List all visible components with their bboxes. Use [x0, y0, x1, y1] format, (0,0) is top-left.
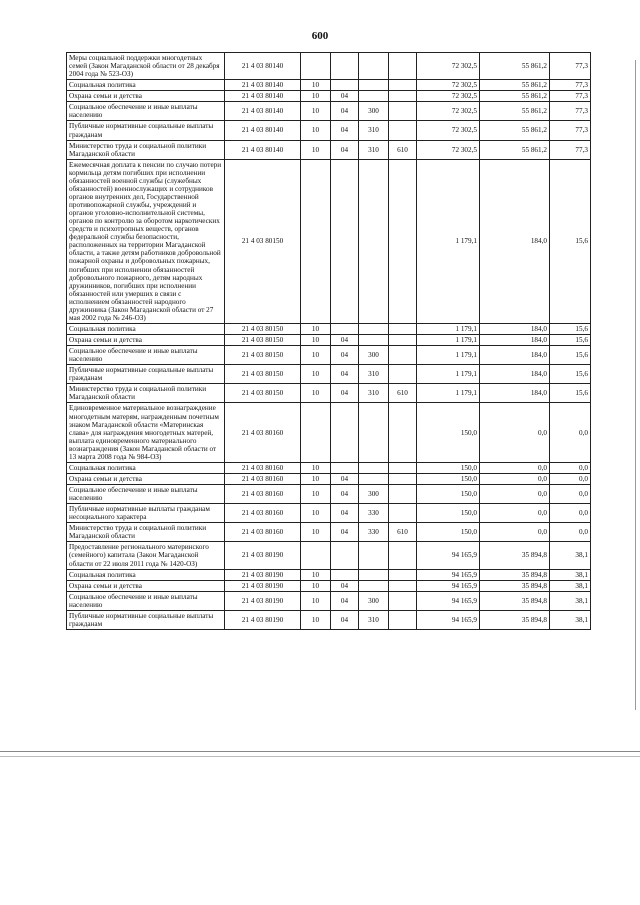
cell-sub: 04 — [331, 346, 359, 365]
cell-sec: 10 — [301, 335, 331, 346]
cell-sec — [301, 53, 331, 80]
table-row — [67, 462, 591, 473]
cell-name: Министерство труда и социальной политики Магаданской области — [67, 384, 225, 403]
cell-code: 21 4 03 80160 — [225, 462, 301, 473]
cell-sub — [331, 569, 359, 580]
cell-pct: 0,0 — [550, 523, 591, 542]
cell-fact: 55 861,2 — [480, 53, 550, 80]
cell-fact: 184,0 — [480, 323, 550, 334]
cell-type — [359, 80, 389, 91]
cell-plan: 1 179,1 — [417, 384, 480, 403]
cell-gov — [389, 323, 417, 334]
cell-plan: 72 302,5 — [417, 102, 480, 121]
cell-pct: 77,3 — [550, 121, 591, 140]
cell-type — [359, 403, 389, 462]
cell-sec: 10 — [301, 323, 331, 334]
cell-type: 300 — [359, 485, 389, 504]
cell-type — [359, 53, 389, 80]
table-row — [67, 569, 591, 580]
cell-code: 21 4 03 80190 — [225, 569, 301, 580]
cell-plan: 94 165,9 — [417, 580, 480, 591]
budget-table — [66, 52, 591, 630]
cell-gov — [389, 569, 417, 580]
cell-sub: 04 — [331, 473, 359, 484]
cell-name: Социальное обеспечение и иные выплаты населению — [67, 485, 225, 504]
cell-name: Охрана семьи и детства — [67, 473, 225, 484]
cell-plan: 94 165,9 — [417, 591, 480, 610]
cell-gov: 610 — [389, 140, 417, 159]
cell-name: Ежемесячная доплата к пенсии по случаю потери кормильца детям погибших при исполнении обязанностей военной службы (служебных обязанностей) военнослужащих и сотрудников органов внутренних дел, Государственной противопожарной службы, учреждений и органов уголовно-исполнительной системы, органов по контролю за оборотом наркотических средств и психотропных веществ, органов федеральной службы безопасности, расположенных на территории Магаданской области, а также детям работников добровольной пожарной охраны и добровольных пожарных, погибших при исполнении обязанностей добровольного пожарного, детям народных дружинников, погибших при исполнении обязанностей или умерших в связи с исполнением обязанностей народного дружинника (Закон Магаданской области от 27 мая 2002 года № 246-ОЗ) — [67, 159, 225, 323]
cell-pct: 38,1 — [550, 542, 591, 569]
cell-plan: 1 179,1 — [417, 365, 480, 384]
cell-type: 330 — [359, 523, 389, 542]
cell-sub: 04 — [331, 140, 359, 159]
cell-pct: 0,0 — [550, 504, 591, 523]
cell-sec — [301, 542, 331, 569]
cell-name: Министерство труда и социальной политики Магаданской области — [67, 523, 225, 542]
cell-type: 300 — [359, 102, 389, 121]
cell-plan: 72 302,5 — [417, 53, 480, 80]
cell-sub — [331, 542, 359, 569]
cell-plan: 72 302,5 — [417, 91, 480, 102]
cell-gov — [389, 485, 417, 504]
cell-name: Социальная политика — [67, 569, 225, 580]
cell-plan: 1 179,1 — [417, 159, 480, 323]
cell-code: 21 4 03 80140 — [225, 102, 301, 121]
cell-sec: 10 — [301, 473, 331, 484]
cell-code: 21 4 03 80150 — [225, 346, 301, 365]
cell-type: 310 — [359, 610, 389, 629]
cell-sec: 10 — [301, 91, 331, 102]
cell-name: Публичные нормативные социальные выплаты гражданам — [67, 365, 225, 384]
cell-sub — [331, 462, 359, 473]
cell-gov — [389, 80, 417, 91]
cell-plan: 94 165,9 — [417, 610, 480, 629]
cell-code: 21 4 03 80140 — [225, 53, 301, 80]
cell-type: 310 — [359, 384, 389, 403]
cell-pct: 15,6 — [550, 323, 591, 334]
cell-sub: 04 — [331, 91, 359, 102]
cell-type — [359, 473, 389, 484]
cell-type: 310 — [359, 121, 389, 140]
cell-code: 21 4 03 80190 — [225, 610, 301, 629]
cell-name: Социальная политика — [67, 462, 225, 473]
cell-sec: 10 — [301, 80, 331, 91]
cell-sub: 04 — [331, 485, 359, 504]
cell-name: Единовременное материальное вознаграждение многодетным матерям, награжденным почетным знаком Магаданской области «Материнская слава» для награждения многодетных матерей, выплата единовременного материального вознаграждения (Закон Магаданской области от 13 марта 2008 года № 984-ОЗ) — [67, 403, 225, 462]
cell-name: Социальная политика — [67, 80, 225, 91]
cell-gov — [389, 580, 417, 591]
cell-sec: 10 — [301, 346, 331, 365]
cell-type — [359, 335, 389, 346]
cell-sub: 04 — [331, 523, 359, 542]
page-number: 600 — [311, 30, 329, 42]
cell-code: 21 4 03 80160 — [225, 403, 301, 462]
cell-pct: 77,3 — [550, 91, 591, 102]
cell-sub: 04 — [331, 121, 359, 140]
cell-sub: 04 — [331, 365, 359, 384]
table-row — [67, 485, 591, 504]
table-row — [67, 53, 591, 80]
cell-code: 21 4 03 80160 — [225, 523, 301, 542]
cell-plan: 150,0 — [417, 403, 480, 462]
cell-fact: 55 861,2 — [480, 80, 550, 91]
cell-pct: 77,3 — [550, 102, 591, 121]
cell-code: 21 4 03 80140 — [225, 80, 301, 91]
cell-pct: 0,0 — [550, 403, 591, 462]
table-row — [67, 140, 591, 159]
cell-gov — [389, 346, 417, 365]
cell-name: Социальное обеспечение и иные выплаты населению — [67, 102, 225, 121]
cell-sec: 10 — [301, 523, 331, 542]
cell-pct: 77,3 — [550, 140, 591, 159]
cell-gov — [389, 121, 417, 140]
cell-plan: 1 179,1 — [417, 323, 480, 334]
cell-pct: 0,0 — [550, 473, 591, 484]
cell-gov — [389, 335, 417, 346]
table-row — [67, 403, 591, 462]
edge-mark — [635, 60, 636, 710]
cell-type — [359, 580, 389, 591]
cell-fact: 35 894,8 — [480, 591, 550, 610]
cell-gov — [389, 504, 417, 523]
cell-plan: 150,0 — [417, 504, 480, 523]
cell-pct: 38,1 — [550, 610, 591, 629]
cell-code: 21 4 03 80190 — [225, 542, 301, 569]
cell-name: Публичные нормативные социальные выплаты гражданам — [67, 610, 225, 629]
cell-sub: 04 — [331, 580, 359, 591]
table-row — [67, 121, 591, 140]
cell-gov — [389, 91, 417, 102]
cell-sub — [331, 159, 359, 323]
cell-plan: 94 165,9 — [417, 542, 480, 569]
table-body — [67, 53, 591, 630]
cell-name: Социальное обеспечение и иные выплаты населению — [67, 346, 225, 365]
cell-gov — [389, 610, 417, 629]
cell-code: 21 4 03 80150 — [225, 365, 301, 384]
cell-plan: 150,0 — [417, 473, 480, 484]
cell-gov — [389, 102, 417, 121]
cell-fact: 35 894,8 — [480, 580, 550, 591]
cell-pct: 77,3 — [550, 53, 591, 80]
cell-type: 310 — [359, 365, 389, 384]
cell-pct: 15,6 — [550, 159, 591, 323]
cell-name: Предоставление регионального материнского (семейного) капитала (Закон Магаданской области от 22 июля 2011 года № 1420-ОЗ) — [67, 542, 225, 569]
cell-gov — [389, 462, 417, 473]
cell-gov — [389, 473, 417, 484]
cell-sec: 10 — [301, 384, 331, 403]
cell-sub: 04 — [331, 591, 359, 610]
table-row — [67, 91, 591, 102]
table-row — [67, 102, 591, 121]
cell-fact: 0,0 — [480, 473, 550, 484]
cell-pct: 0,0 — [550, 485, 591, 504]
cell-pct: 15,6 — [550, 335, 591, 346]
table-row — [67, 504, 591, 523]
table-row — [67, 610, 591, 629]
cell-pct: 0,0 — [550, 462, 591, 473]
cell-code: 21 4 03 80140 — [225, 121, 301, 140]
cell-pct: 15,6 — [550, 346, 591, 365]
cell-sub — [331, 323, 359, 334]
cell-gov: 610 — [389, 523, 417, 542]
cell-gov — [389, 542, 417, 569]
cell-fact: 184,0 — [480, 384, 550, 403]
cell-type: 300 — [359, 346, 389, 365]
cell-gov: 610 — [389, 384, 417, 403]
cell-type — [359, 542, 389, 569]
cell-plan: 94 165,9 — [417, 569, 480, 580]
cell-fact: 0,0 — [480, 485, 550, 504]
cell-fact: 184,0 — [480, 159, 550, 323]
cell-name: Охрана семьи и детства — [67, 335, 225, 346]
table-row — [67, 542, 591, 569]
cell-type — [359, 91, 389, 102]
cell-pct: 77,3 — [550, 80, 591, 91]
table-row — [67, 346, 591, 365]
cell-pct: 38,1 — [550, 569, 591, 580]
cell-sec: 10 — [301, 462, 331, 473]
cell-plan: 72 302,5 — [417, 140, 480, 159]
cell-name: Министерство труда и социальной политики Магаданской области — [67, 140, 225, 159]
cell-type — [359, 323, 389, 334]
cell-code: 21 4 03 80190 — [225, 591, 301, 610]
cell-name: Охрана семьи и детства — [67, 580, 225, 591]
cell-type: 300 — [359, 591, 389, 610]
cell-fact: 0,0 — [480, 462, 550, 473]
bottom-rule-secondary — [0, 756, 640, 757]
cell-sub — [331, 53, 359, 80]
cell-fact: 184,0 — [480, 346, 550, 365]
cell-plan: 72 302,5 — [417, 80, 480, 91]
table-row — [67, 335, 591, 346]
cell-pct: 38,1 — [550, 580, 591, 591]
cell-sec — [301, 403, 331, 462]
cell-code: 21 4 03 80160 — [225, 485, 301, 504]
cell-fact: 184,0 — [480, 365, 550, 384]
cell-pct: 15,6 — [550, 384, 591, 403]
cell-type — [359, 462, 389, 473]
cell-fact: 35 894,8 — [480, 542, 550, 569]
cell-code: 21 4 03 80150 — [225, 323, 301, 334]
cell-sub: 04 — [331, 102, 359, 121]
cell-plan: 150,0 — [417, 462, 480, 473]
cell-code: 21 4 03 80160 — [225, 473, 301, 484]
cell-gov — [389, 591, 417, 610]
cell-code: 21 4 03 80150 — [225, 335, 301, 346]
cell-sec: 10 — [301, 591, 331, 610]
cell-code: 21 4 03 80140 — [225, 140, 301, 159]
cell-code: 21 4 03 80150 — [225, 159, 301, 323]
cell-name: Социальная политика — [67, 323, 225, 334]
cell-plan: 72 302,5 — [417, 121, 480, 140]
cell-sec: 10 — [301, 580, 331, 591]
cell-sec: 10 — [301, 121, 331, 140]
cell-name: Публичные нормативные социальные выплаты гражданам — [67, 121, 225, 140]
cell-type — [359, 159, 389, 323]
cell-type: 330 — [359, 504, 389, 523]
cell-sec: 10 — [301, 610, 331, 629]
cell-plan: 150,0 — [417, 523, 480, 542]
cell-sub — [331, 403, 359, 462]
table-row — [67, 591, 591, 610]
cell-sec: 10 — [301, 365, 331, 384]
cell-name: Социальное обеспечение и иные выплаты населению — [67, 591, 225, 610]
cell-plan: 1 179,1 — [417, 335, 480, 346]
cell-code: 21 4 03 80140 — [225, 91, 301, 102]
cell-fact: 184,0 — [480, 335, 550, 346]
cell-sec: 10 — [301, 569, 331, 580]
cell-sub: 04 — [331, 384, 359, 403]
cell-sec: 10 — [301, 102, 331, 121]
cell-sec — [301, 159, 331, 323]
table-row — [67, 159, 591, 323]
cell-code: 21 4 03 80160 — [225, 504, 301, 523]
cell-name: Публичные нормативные выплаты гражданам несоциального характера — [67, 504, 225, 523]
cell-pct: 15,6 — [550, 365, 591, 384]
cell-gov — [389, 403, 417, 462]
cell-fact: 35 894,8 — [480, 610, 550, 629]
cell-sub: 04 — [331, 504, 359, 523]
cell-sub: 04 — [331, 610, 359, 629]
table-row — [67, 580, 591, 591]
bottom-rule — [0, 751, 640, 752]
cell-fact: 0,0 — [480, 523, 550, 542]
cell-fact: 55 861,2 — [480, 121, 550, 140]
cell-gov — [389, 53, 417, 80]
cell-type — [359, 569, 389, 580]
cell-code: 21 4 03 80150 — [225, 384, 301, 403]
cell-fact: 0,0 — [480, 403, 550, 462]
cell-plan: 1 179,1 — [417, 346, 480, 365]
table-row — [67, 365, 591, 384]
cell-sec: 10 — [301, 485, 331, 504]
table-row — [67, 473, 591, 484]
table-row — [67, 523, 591, 542]
table-row — [67, 384, 591, 403]
cell-sec: 10 — [301, 140, 331, 159]
cell-code: 21 4 03 80190 — [225, 580, 301, 591]
table-row — [67, 80, 591, 91]
cell-fact: 55 861,2 — [480, 91, 550, 102]
cell-sub: 04 — [331, 335, 359, 346]
cell-plan: 150,0 — [417, 485, 480, 504]
table-row — [67, 323, 591, 334]
cell-fact: 55 861,2 — [480, 140, 550, 159]
cell-name: Меры социальной поддержки многодетных семей (Закон Магаданской области от 28 декабря 2004 года № 523-ОЗ) — [67, 53, 225, 80]
cell-fact: 55 861,2 — [480, 102, 550, 121]
cell-type: 310 — [359, 140, 389, 159]
cell-sec: 10 — [301, 504, 331, 523]
cell-pct: 38,1 — [550, 591, 591, 610]
cell-fact: 35 894,8 — [480, 569, 550, 580]
cell-name: Охрана семьи и детства — [67, 91, 225, 102]
cell-fact: 0,0 — [480, 504, 550, 523]
cell-gov — [389, 159, 417, 323]
cell-sub — [331, 80, 359, 91]
cell-gov — [389, 365, 417, 384]
